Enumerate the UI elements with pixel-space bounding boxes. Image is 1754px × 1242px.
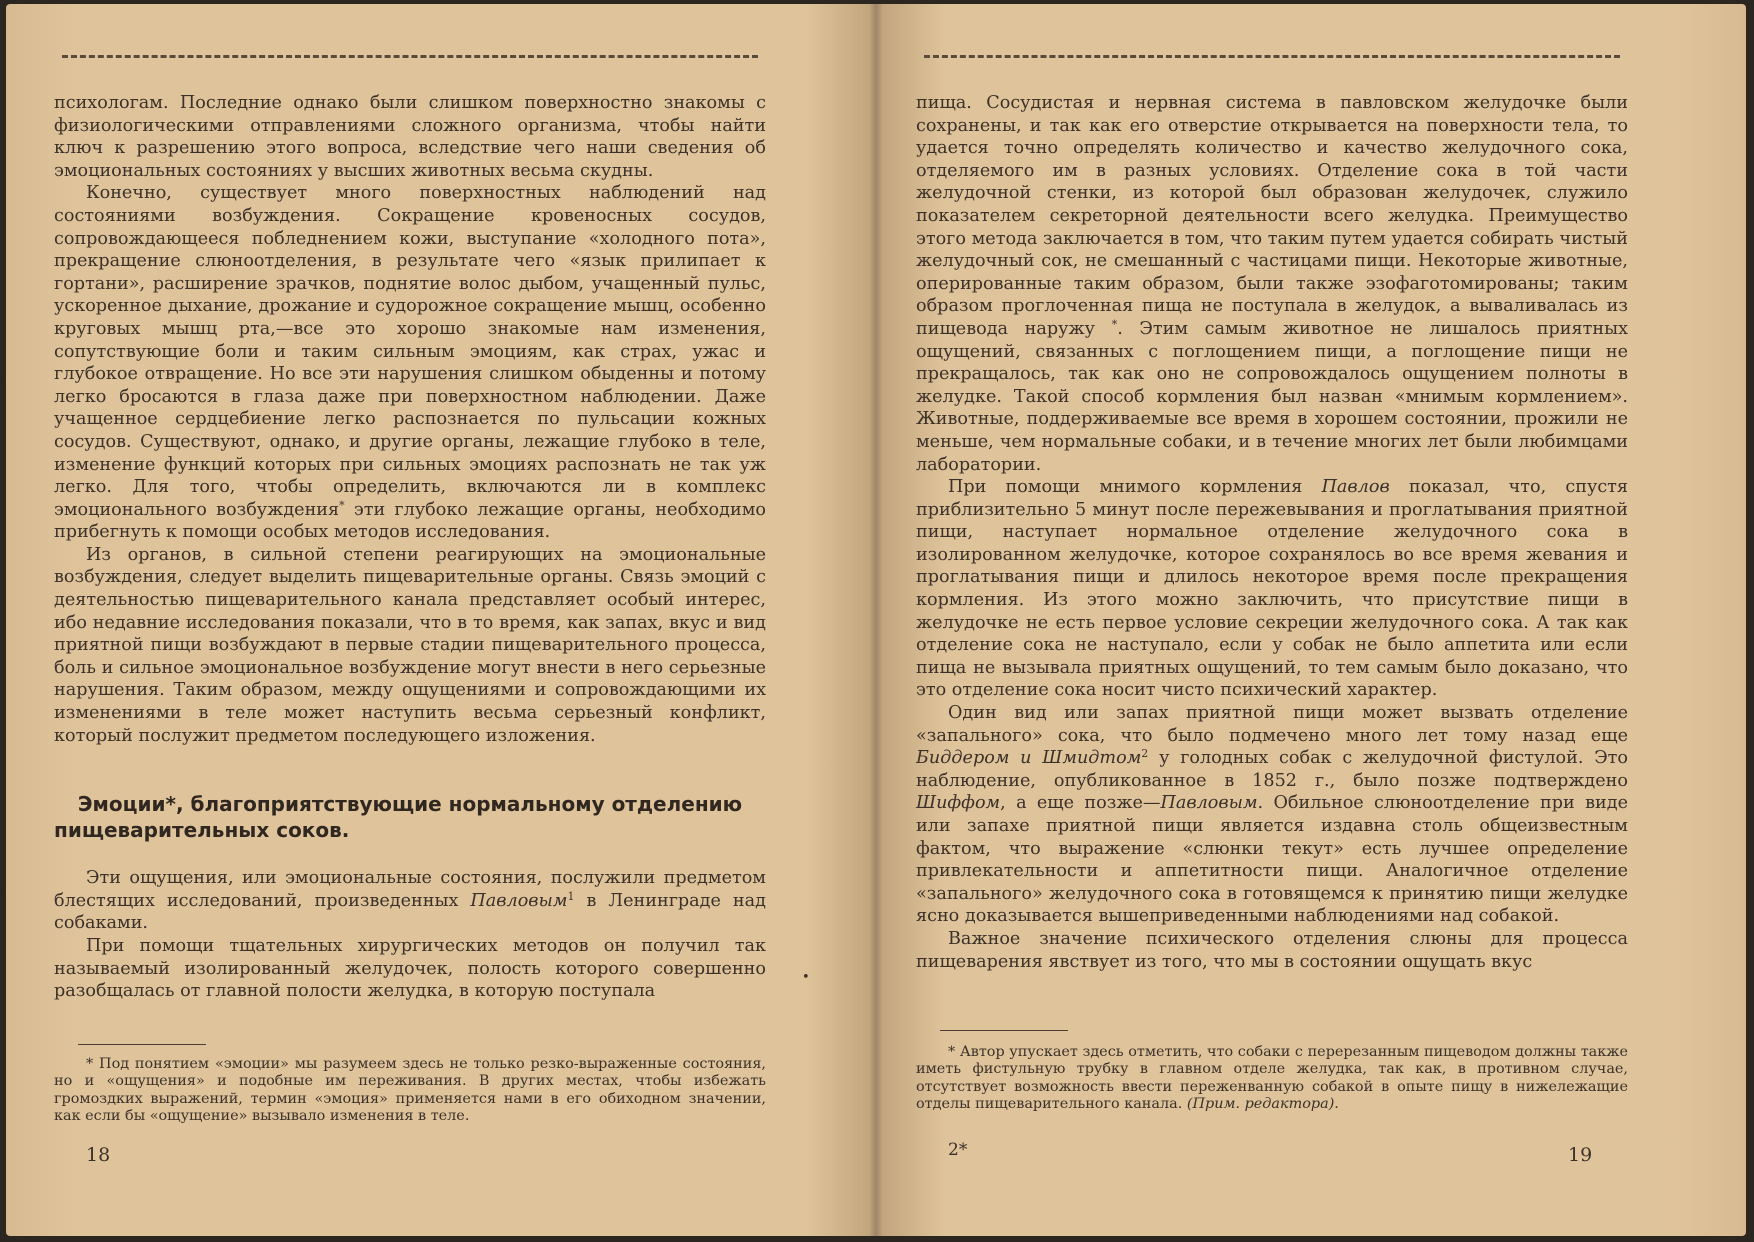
- paragraph-text: Эти ощущения, или эмоциональные состояния, послужили предметом блестящих исследований, произведенных: [54, 868, 766, 911]
- footnote: [54, 1056, 766, 1126]
- paragraph: Важное значение психического отделения слюны для процесса пищеварения явствует из того, что мы в состоянии ощущать вкус: [916, 928, 1628, 972]
- page-number: 18: [86, 1144, 111, 1166]
- paragraph-text: . Этим самым животное не лишалось приятных ощущений, связанных с поглощением пищи, а поглощение пищи не прекращалось, так как оно не сопровождалось ощущением полноты в желудке. Такой способ кормления был назван «мнимым кормлением». Животные, поддерживаемые все время в хорошем состоянии, прожили не меньше, чем нормальные собаки, и в течение многих лет были любимцами лаборатории.: [916, 318, 1629, 475]
- paragraph: [916, 702, 1628, 928]
- footnote-marker: 2: [1141, 747, 1149, 761]
- footnote-marker: *: [86, 1056, 94, 1072]
- person-name: Павловым: [470, 890, 568, 911]
- right-page: [916, 4, 1628, 1236]
- heading-text: , благоприятствующие нормальному отделению пищеварительных соков.: [54, 792, 743, 843]
- footnote-marker: *: [948, 1044, 956, 1060]
- ink-dot: •: [802, 970, 810, 985]
- editor-note: (Прим. редактора).: [1186, 1096, 1339, 1113]
- person-name: Шиффом: [916, 793, 1001, 814]
- section-heading: [54, 791, 766, 843]
- footnote-separator: [940, 1030, 1068, 1031]
- footnote-marker: *: [1111, 317, 1118, 331]
- paragraph-text: у голодных собак с желудочной фистулой. Это наблюдение, опубликованное в 1852 г., было позже подтверждено: [916, 748, 1629, 791]
- paragraph-text: При помощи мнимого кормления: [948, 477, 1303, 498]
- heading-text: Эмоции: [77, 792, 166, 817]
- footnote-marker: *: [165, 792, 176, 817]
- header-ornament-rule: [62, 55, 758, 58]
- paragraph-text: в Ленинграде над собаками.: [54, 890, 766, 934]
- left-page: [54, 4, 810, 1236]
- paragraph: [916, 92, 1628, 476]
- paragraph: Из органов, в сильной степени реагирующих на эмоциональные возбуждения, следует выделить пищеварительные органы. Связь эмоций с деятельностью пищеварительного канала представляет особый интерес, ибо недавние исследования показали, что в то время, как запах, вкус и вид приятной пищи возбуждают в первые стадии пищеварительного процесса, боль и сильное эмоциональное возбуждение могут внести в него серьезные нарушения. Таким образом, между ощущениями и сопровождающими их изменениями в теле может наступить весьма серьезный конфликт, который послужит предметом последующего изложения.: [54, 544, 766, 746]
- footnote-marker: *: [339, 498, 345, 512]
- paragraph-text: пища. Сосудистая и нервная система в павловском желудочке были сохранены, и так как его отверстие открывается на поверхности тела, то удается точно определять количество и качество желудочного сока, отделяемого им в разных условиях. Отделение сока в той части желудочной стенки, из которой был образован желудочек, служило показателем секреторной деятельности всего желудка. Преимущество этого метода заключается в том, что таким путем удается собирать чистый желудочный сок, не смешанный с частицами пищи. Некоторые животные, оперированные таким образом, были также эзофаготомированы; таким образом проглоченная пища не поступала в желудок, а вываливалась из пищевода наружу: [916, 93, 1628, 339]
- paragraph: психологам. Последние однако были слишком поверхностно знакомы с физиологическими отправлениями сложного организма, чтобы найти ключ к разрешению этого вопроса, вследствие чего наши сведения об эмоциональных состояниях у высших животных весьма скудны.: [54, 93, 766, 181]
- paragraph-text: Один вид или запах приятной пищи может вызвать отделение «запального» сока, что было подмечено много лет тому назад еще: [916, 703, 1628, 746]
- book-spread: [6, 4, 1746, 1236]
- paragraph-text: эти глубоко лежащие органы, необходимо прибегнуть к помощи особых методов исследования.: [54, 499, 766, 543]
- paragraph: [916, 476, 1628, 702]
- paragraph-text: . Обильное слюноотделение при виде или запахе приятной пищи является издавна столь общеизвестным фактом, что выражение «слюнки текут» есть лучшее определение привлекательности и аппетитности пищи. Аналогичное отделение «запального» желудочного сока в готовящемся к принятию пищи желудке ясно доказывается вышеприведенными наблюдениями над собакой.: [916, 793, 1628, 927]
- footnote: [916, 1044, 1628, 1114]
- person-name: Павлов: [1321, 477, 1390, 498]
- person-name: Биддером и Шмидтом: [916, 748, 1142, 769]
- paragraph: При помощи тщательных хирургических методов он получил так называемый изолированный желудочек, полость которого совершенно разобщалась от главной полости желудка, в которую поступала: [54, 936, 766, 1002]
- paragraph: [54, 182, 766, 544]
- paragraph-text: показал, что, спустя приблизительно 5 минут после пережевывания и проглатывания приятной пищи, наступает нормальное отделение желудочного сока в изолированном желудочке, которое сохранялось во все время жевания и проглатывания пищи и длилось некоторое время после прекращения кормления. Из этого можно заключить, что присутствие пищи в желудочке не есть первое условие секреции желудочного сока. А так как отделение сока не наступало, если у собак не было аппетита или если пища не вызывала приятных ощущений, то тем самым было доказано, что это отделение сока носит чисто психический характер.: [916, 477, 1629, 701]
- footnote-text: Под понятием «эмоции» мы разумеем здесь не только резко-выраженные состояния, но и «ощущения» и подобные им переживания. В других местах, чтобы избежать громоздких выражений, термин «эмоция» применяется нами в его обиходном значении, как если бы «ощущение» вызывало изменения в теле.: [54, 1056, 766, 1125]
- right-page-body: [916, 92, 1628, 973]
- page-number: 19: [1568, 1144, 1593, 1166]
- person-name: Павловым: [1160, 793, 1258, 814]
- footnote-marker: 1: [567, 889, 575, 903]
- header-ornament-rule: [924, 55, 1620, 58]
- footnote-text: Автор упускает здесь отметить, что собаки с перерезанным пищеводом должны также иметь фистульную трубку в главном отделе желудка, так как, в противном случае, отсутствует возможность ввести переженванную собакой в опыте пищу в нижележащие отделы пищеварительного канала.: [916, 1044, 1628, 1113]
- paragraph-text: Конечно, существует много поверхностных наблюдений над состояниями возбуждения. Сокращение кровеносных сосудов, сопровождающееся побледнением кожи, выступание «холодного пота», прекращение слюноотделения, в результате чего «язык прилипает к гортани», расширение зрачков, поднятие волос дыбом, учащенный пульс, ускоренное дыхание, дрожание и судорожное сокращение мышц, особенно круговых мышц рта,—все это хорошо знакомые нам изменения, сопутствующие боли и таким сильным эмоциям, как страх, ужас и глубокое отвращение. Но все эти нарушения слишком обыденны и потому легко бросаются в глаза даже при поверхностном наблюдении. Даже учащенное сердцебиение легко распознается по пульсации кожных сосудов. Существуют, однако, и другие органы, лежащие глубоко в теле, изменение функций которых при сильных эмоциях распознать не так уж легко. Для того, чтобы определить, включаются ли в комплекс эмоционального возбуждения: [54, 183, 766, 520]
- paragraph-text: , а еще позже—: [1000, 793, 1161, 814]
- printer-signature: 2*: [948, 1140, 968, 1160]
- paragraph: [54, 867, 766, 935]
- left-page-body: [54, 92, 766, 1003]
- footnote-separator: [78, 1044, 206, 1045]
